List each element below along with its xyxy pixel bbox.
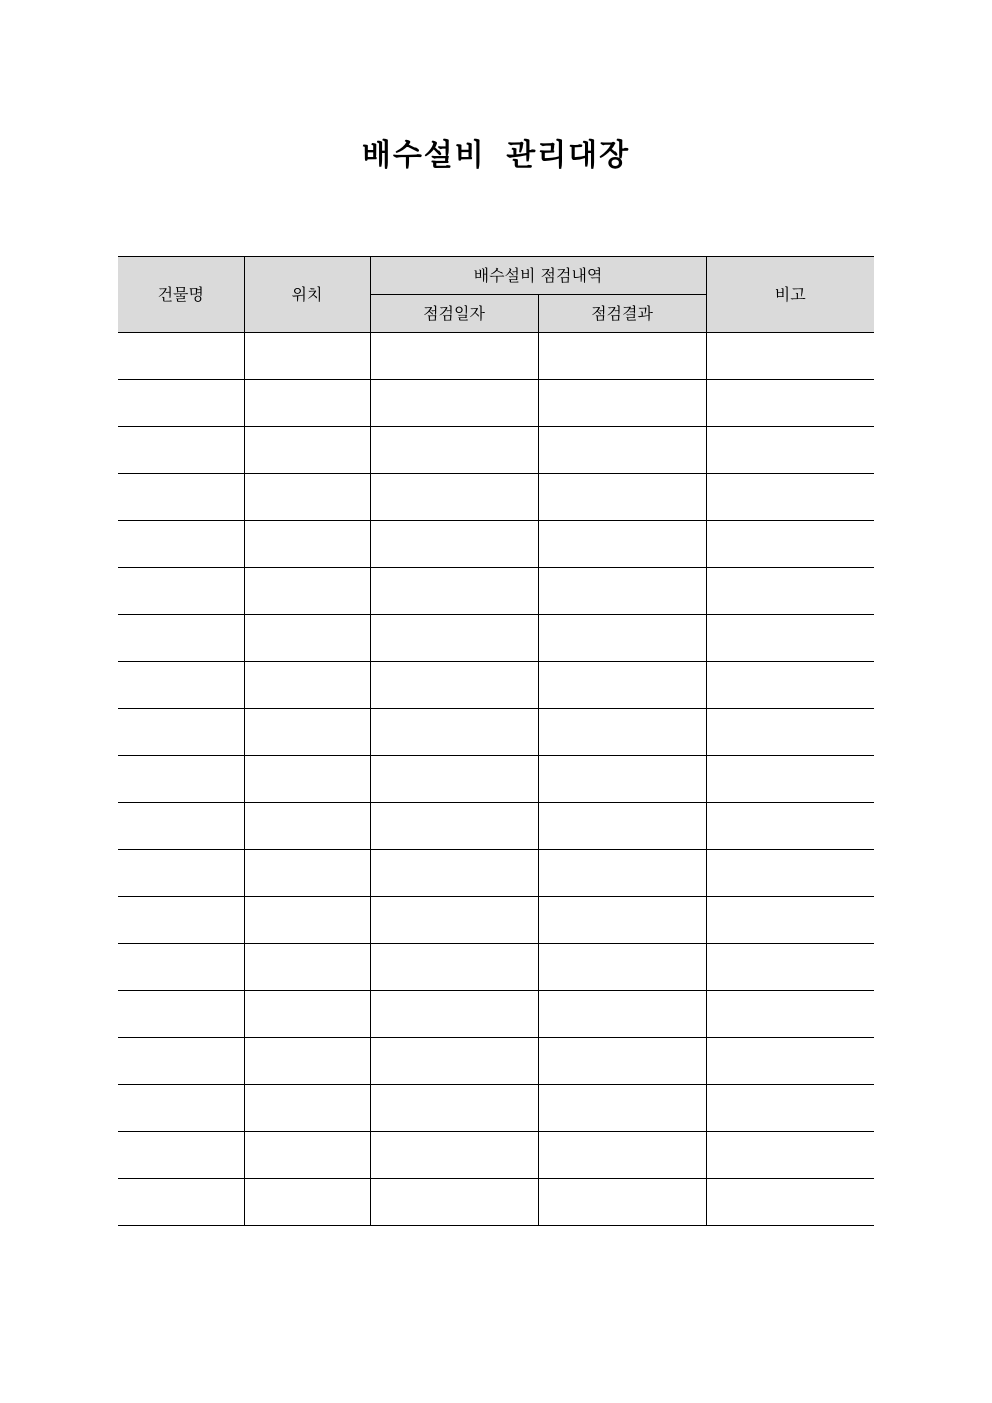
cell-building[interactable] <box>118 474 244 521</box>
cell-building[interactable] <box>118 1132 244 1179</box>
cell-inspection-date[interactable] <box>370 1132 538 1179</box>
drainage-ledger-table <box>118 256 874 1226</box>
cell-inspection-date[interactable] <box>370 1179 538 1226</box>
cell-inspection-result[interactable] <box>538 333 706 380</box>
cell-location[interactable] <box>244 1038 370 1085</box>
cell-building[interactable] <box>118 427 244 474</box>
cell-remarks[interactable] <box>706 474 874 521</box>
cell-inspection-date[interactable] <box>370 850 538 897</box>
cell-remarks[interactable] <box>706 1085 874 1132</box>
table-row <box>118 333 874 380</box>
table-row <box>118 803 874 850</box>
header-remarks: 비고 <box>706 257 874 333</box>
cell-building[interactable] <box>118 803 244 850</box>
cell-building[interactable] <box>118 1038 244 1085</box>
cell-remarks[interactable] <box>706 615 874 662</box>
cell-inspection-date[interactable] <box>370 756 538 803</box>
cell-remarks[interactable] <box>706 521 874 568</box>
cell-remarks[interactable] <box>706 944 874 991</box>
table-row <box>118 662 874 709</box>
cell-inspection-date[interactable] <box>370 662 538 709</box>
cell-inspection-date[interactable] <box>370 803 538 850</box>
table-row <box>118 427 874 474</box>
cell-inspection-result[interactable] <box>538 991 706 1038</box>
table-row <box>118 1132 874 1179</box>
cell-building[interactable] <box>118 1085 244 1132</box>
cell-remarks[interactable] <box>706 803 874 850</box>
cell-location[interactable] <box>244 333 370 380</box>
cell-building[interactable] <box>118 709 244 756</box>
table-row <box>118 991 874 1038</box>
cell-inspection-result[interactable] <box>538 1132 706 1179</box>
cell-inspection-date[interactable] <box>370 709 538 756</box>
document-title: 배수설비 관리대장 <box>361 138 631 173</box>
cell-inspection-result[interactable] <box>538 850 706 897</box>
header-inspection-result: 점검결과 <box>538 295 706 333</box>
table-row <box>118 568 874 615</box>
cell-location[interactable] <box>244 662 370 709</box>
cell-remarks[interactable] <box>706 333 874 380</box>
cell-remarks[interactable] <box>706 380 874 427</box>
header-inspection-group: 배수설비 점검내역 <box>370 257 706 295</box>
cell-inspection-date[interactable] <box>370 1038 538 1085</box>
cell-inspection-date[interactable] <box>370 521 538 568</box>
cell-building[interactable] <box>118 662 244 709</box>
cell-inspection-date[interactable] <box>370 991 538 1038</box>
header-location: 위치 <box>244 257 370 333</box>
cell-inspection-result[interactable] <box>538 568 706 615</box>
cell-inspection-date[interactable] <box>370 380 538 427</box>
cell-remarks[interactable] <box>706 756 874 803</box>
table-row <box>118 474 874 521</box>
cell-location[interactable] <box>244 850 370 897</box>
cell-remarks[interactable] <box>706 662 874 709</box>
table-row <box>118 850 874 897</box>
cell-inspection-date[interactable] <box>370 474 538 521</box>
cell-inspection-result[interactable] <box>538 944 706 991</box>
header-inspection-date: 점검일자 <box>370 295 538 333</box>
cell-inspection-result[interactable] <box>538 709 706 756</box>
cell-location[interactable] <box>244 568 370 615</box>
cell-building[interactable] <box>118 521 244 568</box>
cell-inspection-result[interactable] <box>538 756 706 803</box>
table-row <box>118 709 874 756</box>
cell-building[interactable] <box>118 944 244 991</box>
cell-remarks[interactable] <box>706 568 874 615</box>
cell-inspection-result[interactable] <box>538 380 706 427</box>
cell-location[interactable] <box>244 803 370 850</box>
cell-inspection-result[interactable] <box>538 474 706 521</box>
cell-location[interactable] <box>244 709 370 756</box>
cell-inspection-result[interactable] <box>538 427 706 474</box>
table-row <box>118 756 874 803</box>
cell-location[interactable] <box>244 521 370 568</box>
cell-location[interactable] <box>244 427 370 474</box>
cell-inspection-date[interactable] <box>370 333 538 380</box>
cell-building[interactable] <box>118 380 244 427</box>
cell-inspection-result[interactable] <box>538 662 706 709</box>
table-row <box>118 615 874 662</box>
cell-inspection-date[interactable] <box>370 427 538 474</box>
cell-location[interactable] <box>244 474 370 521</box>
cell-inspection-result[interactable] <box>538 521 706 568</box>
cell-building[interactable] <box>118 991 244 1038</box>
table-row <box>118 380 874 427</box>
cell-inspection-date[interactable] <box>370 944 538 991</box>
cell-remarks[interactable] <box>706 427 874 474</box>
cell-inspection-result[interactable] <box>538 1085 706 1132</box>
table-row <box>118 1038 874 1085</box>
table-row <box>118 1179 874 1226</box>
cell-location[interactable] <box>244 1132 370 1179</box>
table-header <box>118 257 874 333</box>
cell-location[interactable] <box>244 944 370 991</box>
cell-building[interactable] <box>118 850 244 897</box>
cell-remarks[interactable] <box>706 1132 874 1179</box>
cell-inspection-date[interactable] <box>370 615 538 662</box>
cell-location[interactable] <box>244 991 370 1038</box>
cell-remarks[interactable] <box>706 897 874 944</box>
cell-building[interactable] <box>118 615 244 662</box>
cell-inspection-date[interactable] <box>370 1085 538 1132</box>
cell-inspection-result[interactable] <box>538 897 706 944</box>
cell-location[interactable] <box>244 897 370 944</box>
cell-location[interactable] <box>244 1179 370 1226</box>
cell-remarks[interactable] <box>706 850 874 897</box>
cell-inspection-result[interactable] <box>538 803 706 850</box>
cell-building[interactable] <box>118 756 244 803</box>
cell-inspection-result[interactable] <box>538 1179 706 1226</box>
table-row <box>118 521 874 568</box>
table-row <box>118 1085 874 1132</box>
cell-inspection-result[interactable] <box>538 1038 706 1085</box>
cell-inspection-date[interactable] <box>370 568 538 615</box>
cell-inspection-date[interactable] <box>370 897 538 944</box>
header-building: 건물명 <box>118 257 244 333</box>
cell-building[interactable] <box>118 1179 244 1226</box>
table-row <box>118 897 874 944</box>
cell-remarks[interactable] <box>706 1038 874 1085</box>
table-row <box>118 944 874 991</box>
cell-building[interactable] <box>118 568 244 615</box>
cell-remarks[interactable] <box>706 709 874 756</box>
cell-building[interactable] <box>118 897 244 944</box>
cell-location[interactable] <box>244 615 370 662</box>
table-body <box>118 333 874 1226</box>
cell-location[interactable] <box>244 380 370 427</box>
cell-building[interactable] <box>118 333 244 380</box>
cell-location[interactable] <box>244 756 370 803</box>
cell-inspection-result[interactable] <box>538 615 706 662</box>
cell-remarks[interactable] <box>706 991 874 1038</box>
cell-location[interactable] <box>244 1085 370 1132</box>
cell-remarks[interactable] <box>706 1179 874 1226</box>
